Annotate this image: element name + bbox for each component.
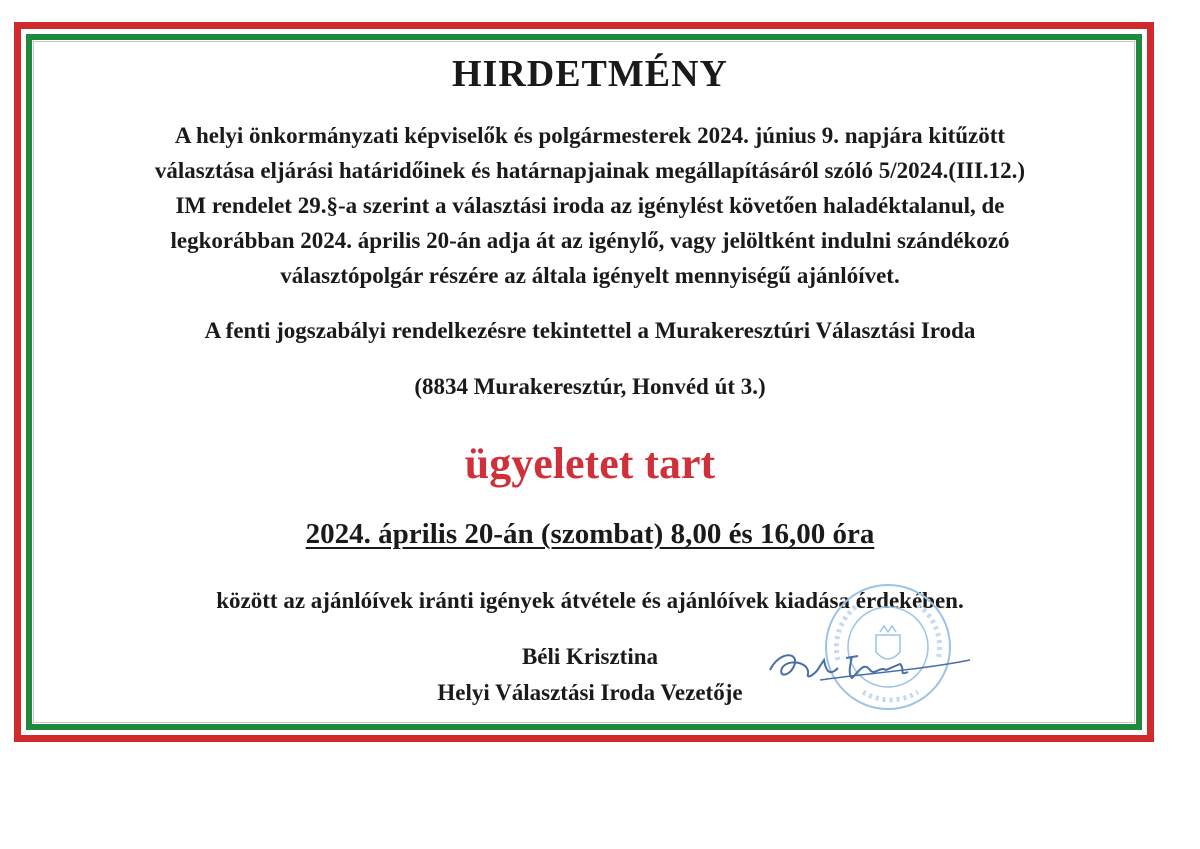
handwritten-signature-icon — [760, 640, 980, 700]
intro-line: választópolgár részére az általa igényelt mennyiségű ajánlóívet. — [280, 263, 900, 288]
office-address: (8834 Murakeresztúr, Honvéd út 3.) — [414, 374, 766, 399]
highlight-heading: ügyeletet tart — [464, 439, 716, 488]
statement-line: A fenti jogszabályi rendelkezésre tekintettel a Murakeresztúri Választási Iroda — [204, 318, 976, 343]
announcement — [40, 40, 1140, 730]
signatory-title: Helyi Választási Iroda Vezetője — [437, 680, 743, 705]
intro-line: A helyi önkormányzati képviselők és polgármesterek 2024. június 9. napjára kitűzött — [174, 123, 1006, 148]
duty-date-text: 2024. április 20-án (szombat) 8,00 és 16,00 óra — [305, 518, 875, 550]
intro-paragraph — [40, 118, 1140, 293]
intro-line: választása eljárási határidőinek és határnapjainak megállapításáról szóló 5/2024.(III.12.) — [154, 158, 1026, 183]
signatory-name: Béli Krisztina — [521, 644, 659, 669]
intro-line: IM rendelet 29.§-a szerint a választási iroda az igénylést követően haladéktalanul, de — [175, 193, 1005, 218]
page-title: HIRDETMÉNY — [451, 53, 729, 95]
purpose-line: között az ajánlóívek iránti igények átvétele és ajánlóívek kiadása érdekében. — [216, 588, 964, 613]
duty-date — [40, 518, 1140, 551]
intro-line: legkorábban 2024. április 20-án adja át az igénylő, vagy jelöltként indulni szándékozó — [170, 228, 1010, 253]
